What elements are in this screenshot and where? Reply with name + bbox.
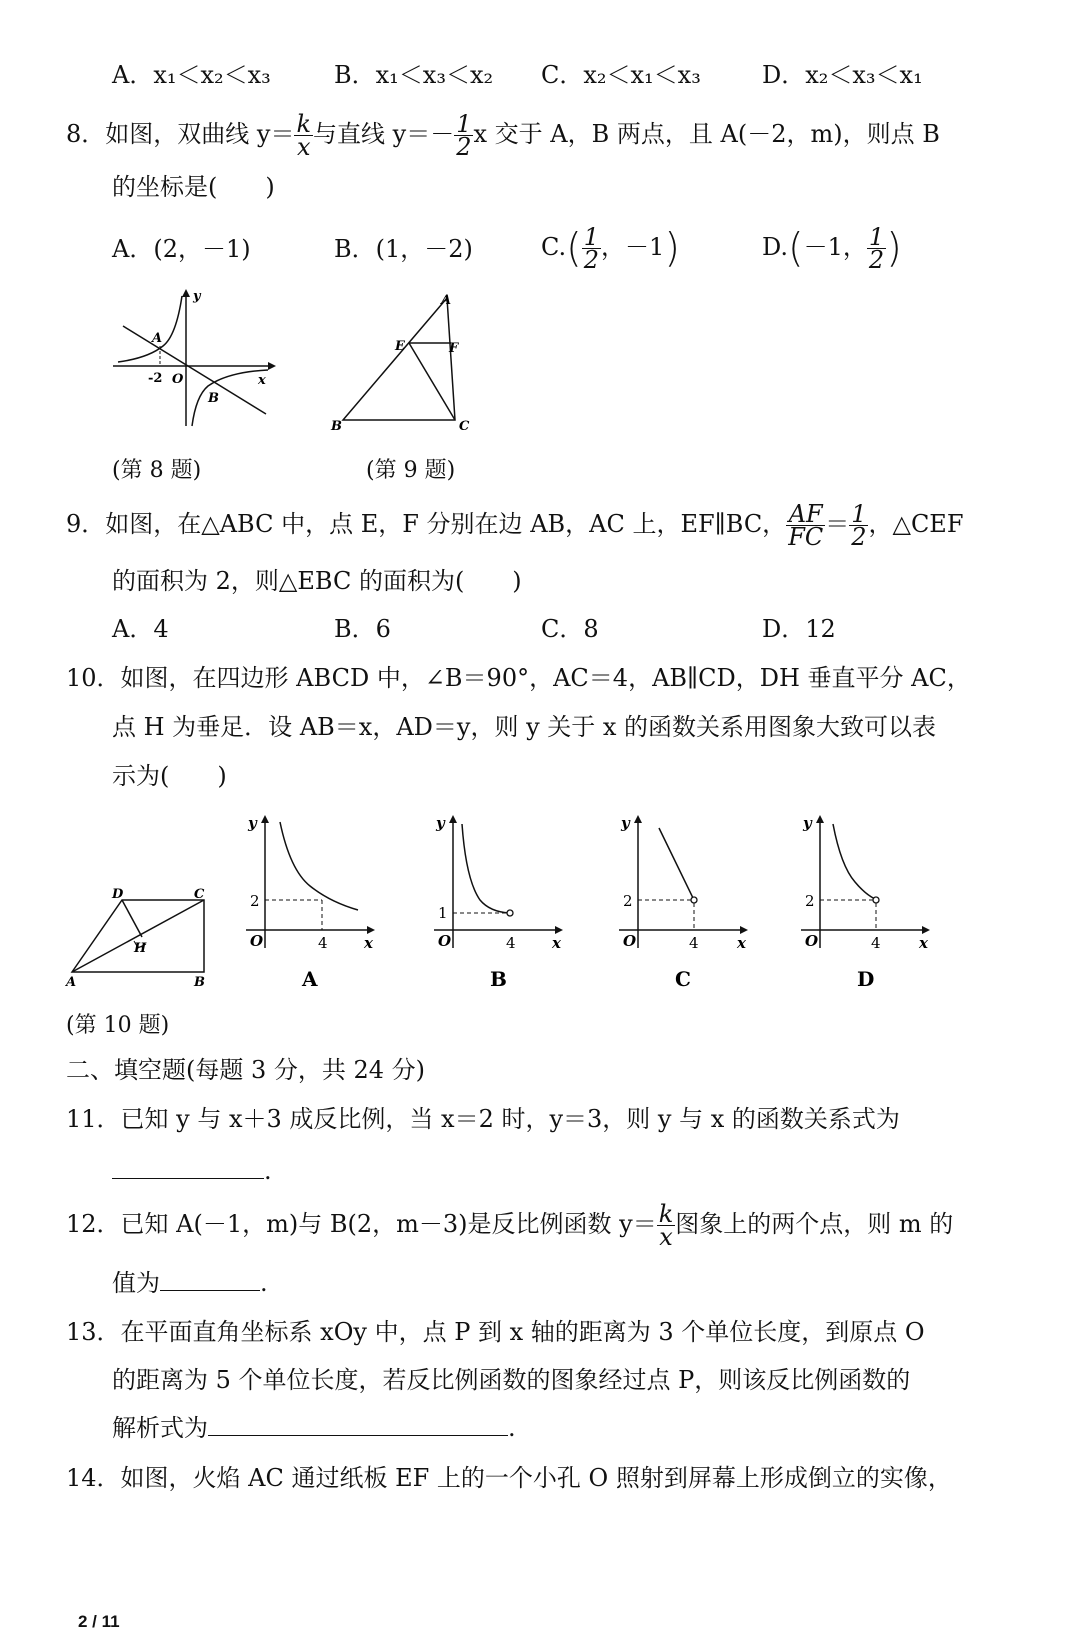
figure-8-hyperbola-graph bbox=[108, 286, 283, 436]
figure-8-caption: (第 8 题) bbox=[112, 458, 202, 483]
q9-option-c: C．8 bbox=[541, 615, 599, 643]
graph-a-curve bbox=[280, 822, 358, 910]
graph-c-origin: O bbox=[623, 932, 637, 950]
q13-line2: 的距离为 5 个单位长度，若反比例函数的图象经过点 P，则该反比例函数的 bbox=[112, 1366, 911, 1394]
fig9-label-b: B bbox=[331, 419, 342, 434]
q8-option-d-lparen: ( bbox=[788, 225, 804, 272]
q11-line1: 11．已知 y 与 x＋3 成反比例，当 x＝2 时，y＝3，则 y 与 x 的函数关系式为 bbox=[66, 1105, 900, 1133]
graph-d-x-label: x bbox=[919, 934, 928, 952]
q10-line1: 10．如图，在四边形 ABCD 中，∠B＝90°，AC＝4，AB∥CD，DH 垂直平分 AC， bbox=[66, 664, 971, 692]
q9-line2: 的面积为 2，则△EBC 的面积为( ) bbox=[112, 567, 522, 595]
graph-c-x-arrow bbox=[740, 926, 748, 934]
graph-a-y-tick: 2 bbox=[250, 892, 260, 910]
q8-option-c-label: C. bbox=[541, 233, 567, 261]
q8-option-d-label: D. bbox=[762, 233, 789, 261]
q8-suffix: x 交于 A，B 两点，且 A(－2，m)，则点 B bbox=[473, 120, 940, 148]
fig8-label-neg2: -2 bbox=[148, 371, 163, 386]
q13-blank[interactable] bbox=[208, 1413, 508, 1436]
q12-fraction-k-over-x bbox=[657, 1200, 676, 1251]
graph-c-y-label: y bbox=[621, 814, 630, 832]
q13-end: . bbox=[508, 1414, 516, 1442]
q9-option-a: A．4 bbox=[112, 615, 169, 643]
q7-option-b: B．x₁＜x₃＜x₂ bbox=[334, 61, 494, 89]
q8-mid: 与直线 y＝－ bbox=[313, 120, 455, 148]
q8-d-den: 2 bbox=[868, 246, 885, 274]
q11-answer-line bbox=[112, 1156, 272, 1186]
fig10-label-h: H bbox=[134, 941, 147, 956]
q7-option-a: A．x₁＜x₂＜x₃ bbox=[112, 61, 271, 89]
graph-d-y-arrow bbox=[816, 815, 824, 823]
q9-fraction-half bbox=[849, 500, 868, 551]
fig8-y-arrow bbox=[182, 289, 190, 297]
fig9-label-c: C bbox=[459, 419, 470, 434]
q8-option-d-head: －1， bbox=[803, 233, 867, 261]
graph-c-open-point bbox=[691, 897, 697, 903]
graph-b-x-tick: 4 bbox=[506, 934, 516, 952]
fig10-label-d: D bbox=[112, 887, 124, 902]
figure-9-triangle bbox=[325, 290, 485, 440]
q12-line2-text: 值为 bbox=[112, 1269, 160, 1297]
q10-line3: 示为( ) bbox=[112, 762, 227, 790]
fig9-label-f: F bbox=[449, 341, 459, 356]
graph-a-y-arrow bbox=[261, 815, 269, 823]
q9-half-den: 2 bbox=[851, 523, 867, 551]
graph-a-x-label: x bbox=[364, 934, 373, 952]
fig10-label-c: C bbox=[194, 887, 205, 902]
q8-c-den: 2 bbox=[583, 246, 600, 274]
q9-fraction-af-fc bbox=[786, 500, 825, 551]
fig9-triangle-abc bbox=[343, 298, 455, 420]
graph-b-origin: O bbox=[438, 932, 452, 950]
q8-option-c bbox=[541, 222, 680, 274]
q13-line1: 13．在平面直角坐标系 xOy 中，点 P 到 x 轴的距离为 3 个单位长度，到原点 O bbox=[66, 1318, 925, 1346]
graph-c-line bbox=[659, 828, 693, 898]
q8-frac-den: x bbox=[296, 133, 311, 161]
q8-fraction-half bbox=[454, 110, 473, 161]
q8-option-b: B．(1，－2) bbox=[334, 235, 473, 263]
q8-half-num: 1 bbox=[456, 110, 472, 138]
graph-a-origin: O bbox=[250, 932, 264, 950]
graph-d-y-tick: 2 bbox=[805, 892, 815, 910]
q8-frac-num: k bbox=[296, 110, 312, 138]
q8-half-den: 2 bbox=[456, 133, 472, 161]
fig8-label-o: O bbox=[172, 372, 184, 387]
q8-option-c-tail: ，－1 bbox=[601, 233, 665, 261]
fig8-label-x: x bbox=[258, 373, 266, 388]
fig8-label-y: y bbox=[193, 289, 201, 304]
q9-suffix: ，△CEF bbox=[868, 510, 964, 538]
graph-a-option-label: A bbox=[302, 967, 318, 991]
graph-option-b bbox=[428, 810, 568, 995]
q8-option-d bbox=[762, 222, 902, 274]
graph-d-origin: O bbox=[805, 932, 819, 950]
q8-option-c-lparen: ( bbox=[566, 225, 582, 272]
graph-a-x-tick: 4 bbox=[318, 934, 328, 952]
q8-d-num: 1 bbox=[868, 223, 885, 251]
graph-b-option-label: B bbox=[490, 967, 507, 991]
fig10-segment-dh bbox=[122, 900, 142, 937]
graph-b-x-label: x bbox=[552, 934, 561, 952]
graph-c-option-label: C bbox=[675, 967, 691, 991]
graph-d-x-arrow bbox=[922, 926, 930, 934]
fig10-diagonal-ac bbox=[72, 900, 204, 972]
q12-stem bbox=[66, 1200, 954, 1251]
q12-end: . bbox=[260, 1269, 268, 1297]
q11-blank[interactable] bbox=[112, 1156, 264, 1179]
figure-9-caption: (第 9 题) bbox=[366, 458, 456, 483]
q12-blank[interactable] bbox=[160, 1268, 260, 1291]
graph-c-x-label: x bbox=[737, 934, 746, 952]
graph-c-y-tick: 2 bbox=[623, 892, 633, 910]
q9-stem bbox=[66, 500, 964, 551]
q8-line2: 的坐标是( ) bbox=[112, 173, 275, 201]
q12-frac-den: x bbox=[659, 1223, 673, 1251]
graph-d-open-point bbox=[873, 897, 879, 903]
q8-option-d-frac bbox=[867, 223, 886, 274]
fig9-label-e: E bbox=[395, 339, 405, 354]
fig8-label-b: B bbox=[208, 391, 219, 406]
graph-a-x-arrow bbox=[367, 926, 375, 934]
fig10-label-b: B bbox=[194, 975, 205, 990]
q7-option-d: D．x₂＜x₃＜x₁ bbox=[762, 61, 923, 89]
figure-10-caption: (第 10 题) bbox=[66, 1013, 170, 1038]
graph-option-d bbox=[795, 810, 935, 995]
q8-fraction-k-over-x bbox=[294, 110, 313, 161]
q9-eq: ＝ bbox=[825, 510, 850, 538]
q12-suffix: 图象上的两个点，则 m 的 bbox=[675, 1210, 954, 1238]
graph-b-y-arrow bbox=[449, 815, 457, 823]
graph-option-c bbox=[613, 810, 753, 995]
page-number: 2 / 11 bbox=[78, 1612, 120, 1631]
q8-option-c-frac bbox=[582, 223, 601, 274]
graph-b-y-label: y bbox=[436, 814, 445, 832]
section-2-heading: 二、填空题(每题 3 分，共 24 分) bbox=[66, 1056, 426, 1084]
q8-prefix: 8．如图，双曲线 y＝ bbox=[66, 120, 295, 148]
fig9-label-a: A bbox=[441, 293, 452, 308]
q9-frac-num: AF bbox=[786, 503, 825, 526]
graph-a-y-label: y bbox=[248, 814, 257, 832]
graph-b-y-tick: 1 bbox=[438, 904, 448, 922]
graph-c-x-tick: 4 bbox=[689, 934, 699, 952]
graph-b-curve bbox=[462, 824, 510, 913]
graph-c-y-arrow bbox=[634, 815, 642, 823]
graph-d-y-label: y bbox=[803, 814, 812, 832]
q10-line2: 点 H 为垂足．设 AB＝x，AD＝y，则 y 关于 x 的函数关系用图象大致可以表 bbox=[112, 713, 937, 741]
q8-stem bbox=[66, 110, 940, 161]
q13-line3-text: 解析式为 bbox=[112, 1414, 208, 1442]
graph-b-open-point bbox=[507, 910, 513, 916]
q9-option-d: D．12 bbox=[762, 615, 836, 643]
figure-10-quadrilateral bbox=[62, 880, 222, 990]
fig8-line bbox=[123, 326, 266, 414]
q12-frac-num: k bbox=[658, 1200, 674, 1228]
q8-c-num: 1 bbox=[583, 223, 600, 251]
graph-d-option-label: D bbox=[857, 967, 875, 991]
fig8-x-arrow bbox=[268, 362, 276, 370]
q8-option-c-rparen: ) bbox=[664, 225, 680, 272]
q11-end: . bbox=[264, 1157, 272, 1185]
q14-line1: 14．如图，火焰 AC 通过纸板 EF 上的一个小孔 O 照射到屏幕上形成倒立的实像， bbox=[66, 1464, 952, 1492]
graph-d-x-tick: 4 bbox=[871, 934, 881, 952]
fig8-hyperbola-branch-2 bbox=[192, 370, 268, 426]
q7-option-c: C．x₂＜x₁＜x₃ bbox=[541, 61, 701, 89]
q9-half-num: 1 bbox=[851, 500, 867, 528]
q9-frac-den: FC bbox=[788, 523, 824, 551]
q13-line3 bbox=[112, 1413, 516, 1443]
graph-b-x-arrow bbox=[555, 926, 563, 934]
q8-option-d-rparen: ) bbox=[886, 225, 902, 272]
graph-option-a bbox=[240, 810, 380, 995]
q8-option-a: A．(2，－1) bbox=[112, 235, 251, 263]
q9-prefix: 9．如图，在△ABC 中，点 E，F 分别在边 AB，AC 上，EF∥BC， bbox=[66, 510, 787, 538]
q12-line2 bbox=[112, 1268, 268, 1298]
fig8-label-a: A bbox=[152, 331, 163, 346]
q9-option-b: B．6 bbox=[334, 615, 391, 643]
fig10-label-a: A bbox=[66, 975, 77, 990]
q12-prefix: 12．已知 A(－1，m)与 B(2，m－3)是反比例函数 y＝ bbox=[66, 1210, 657, 1238]
graph-d-curve bbox=[833, 824, 875, 899]
